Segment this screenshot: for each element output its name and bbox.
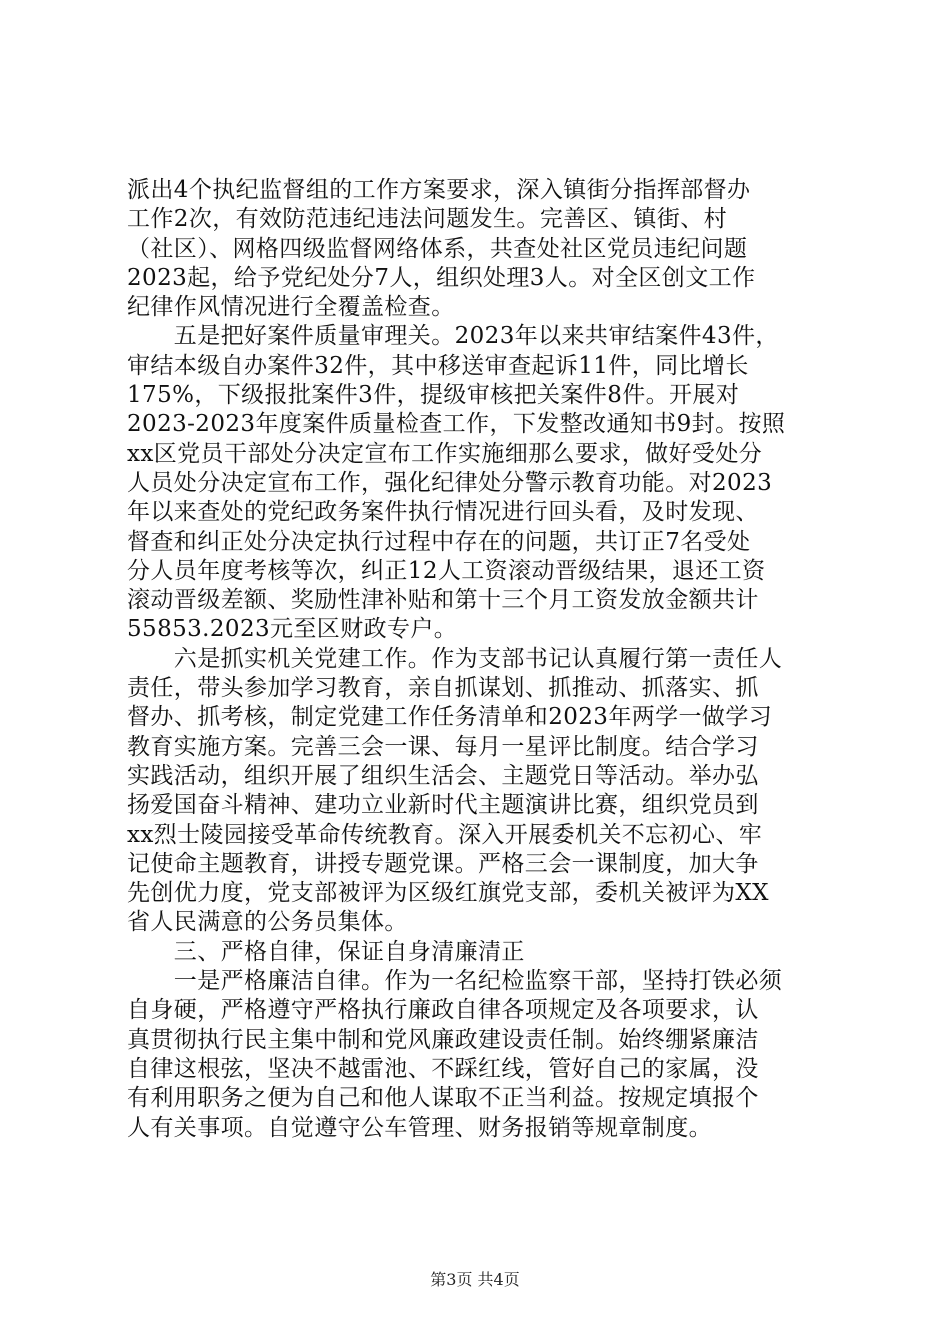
text-line: 审结本级自办案件32件，其中移送审查起诉11件，同比增长 — [127, 352, 749, 379]
text-line: xx烈士陵园接受革命传统教育。深入开展委机关不忘初心、牢 — [127, 821, 763, 848]
text-line: 2023起，给予党纪处分7人，组织处理3人。对全区创文工作 — [127, 264, 756, 291]
text-line: 督查和纠正处分决定执行过程中存在的问题，共订正7名受处 — [127, 528, 751, 555]
text-line: 六是抓实机关党建工作。作为支部书记认真履行第一责任人 — [127, 645, 783, 672]
text-line: 55853.2023元至区财政专户。 — [127, 616, 458, 643]
text-line: 有利用职务之便为自己和他人谋取不正当利益。按规定填报个 — [127, 1085, 759, 1112]
text-line: 工作2次，有效防范违纪违法问题发生。完善区、镇街、村 — [127, 206, 728, 233]
text-line: 教育实施方案。完善三会一课、每月一星评比制度。结合学习 — [127, 733, 759, 760]
text-line: 责任，带头参加学习教育，亲自抓谋划、抓推动、抓落实、抓 — [127, 675, 759, 702]
text-line: xx区党员干部处分决定宣布工作实施细那么要求，做好受处分 — [127, 440, 763, 467]
text-line: 纪律作风情况进行全覆盖检查。 — [127, 294, 455, 321]
text-line: 督办、抓考核，制定党建工作任务清单和2023年两学一做学习 — [127, 704, 773, 731]
text-line: 年以来查处的党纪政务案件执行情况进行回头看，及时发现、 — [127, 499, 759, 526]
text-line: 人有关事项。自觉遵守公车管理、财务报销等规章制度。 — [127, 1114, 712, 1141]
text-line: （社区）、网格四级监督网络体系，共查处社区党员违纪问题 — [127, 235, 748, 262]
text-line: 2023-2023年度案件质量检查工作，下发整改通知书9封。按照 — [127, 411, 786, 438]
text-line: 记使命主题教育，讲授专题党课。严格三会一课制度，加大争 — [127, 850, 759, 877]
text-line: 人员处分决定宣布工作，强化纪律处分警示教育功能。对2023 — [127, 469, 773, 496]
text-line: 175%，下级报批案件3件，提级审核把关案件8件。开展对 — [127, 382, 740, 409]
text-line: 自身硬，严格遵守严格执行廉政自律各项规定及各项要求，认 — [127, 997, 759, 1024]
document-body — [127, 176, 827, 1143]
text-line: 分人员年度考核等次，纠正12人工资滚动晋级结果，退还工资 — [127, 557, 766, 584]
text-line: 扬爱国奋斗精神、建功立业新时代主题演讲比赛，组织党员到 — [127, 792, 759, 819]
text-line: 五是把好案件质量审理关。2023年以来共审结案件43件， — [127, 323, 779, 350]
text-line: 真贯彻执行民主集中制和党风廉政建设责任制。始终绷紧廉洁 — [127, 1026, 759, 1053]
page-number-footer: 第3页 共4页 — [430, 1270, 520, 1289]
text-line: 派出4个执纪监督组的工作方案要求，深入镇街分指挥部督办 — [127, 177, 751, 203]
text-line: 滚动晋级差额、奖励性津补贴和第十三个月工资发放金额共计 — [127, 587, 759, 614]
text-line: 实践活动，组织开展了组织生活会、主题党日等活动。举办弘 — [127, 762, 759, 789]
text-line: 省人民满意的公务员集体。 — [127, 909, 408, 936]
text-line: 自律这根弦，坚决不越雷池、不踩红线，管好自己的家属，没 — [127, 1055, 759, 1082]
text-line: 先创优力度，党支部被评为区级红旗党支部，委机关被评为XX — [127, 880, 769, 907]
section-heading: 三、严格自律，保证自身清廉清正 — [127, 938, 525, 965]
text-line: 一是严格廉洁自律。作为一名纪检监察干部，坚持打铁必须 — [127, 968, 783, 995]
